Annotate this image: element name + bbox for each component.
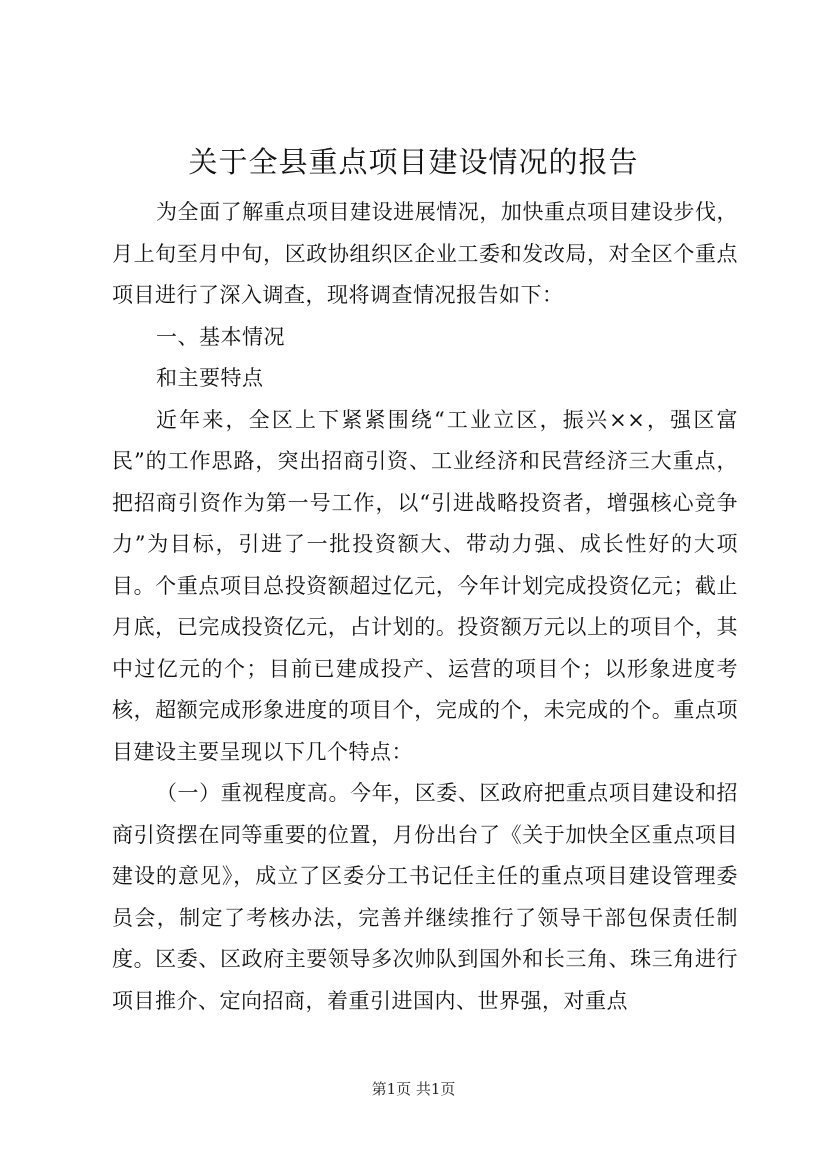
paragraph-overview: 近年来，全区上下紧紧围绕“工业立区，振兴××，强区富民”的工作思路，突出招商引资、工业经济和民营经济三大重点，把招商引资作为第一号工作，以“引进战略投资者，增强核心竞争力”为目标，引进了一批投资额大、带动力强、成长性好的大项目。个重点项目总投资额超过亿元，今年计划完成投资亿元；截止月底，已完成投资亿元，占计划的。投资额万元以上的项目个，其中过亿元的个；目前已建成投产、运营的项目个；以形象进度考核，超额完成形象进度的项目个，完成的个，未完成的个。重点项目建设主要呈现以下几个特点： xyxy=(112,407,738,764)
page-footer: 第1页 共1页 xyxy=(371,1080,456,1098)
document-body xyxy=(112,192,738,1022)
section-heading-basic: 一、基本情况 xyxy=(156,324,285,349)
paragraph-point-one: （一）重视程度高。今年，区委、区政府把重点项目建设和招商引资摆在同等重要的位置，月份出台了《关于加快全区重点项目建设的意见》，成立了区委分工书记任主任的重点项目建设管理委员会，制定了考核办法，完善并继续推行了领导干部包保责任制度。区委、区政府主要领导多次帅队到国外和长三角、珠三角进行项目推介、定向招商，着重引进国内、世界强，对重点 xyxy=(112,781,738,1013)
paragraph-intro: 为全面了解重点项目建设进展情况，加快重点项目建设步伐，月上旬至月中旬，区政协组织区企业工委和发改局，对全区个重点项目进行了深入调查，现将调查情况报告如下： xyxy=(112,200,738,307)
document-title: 关于全县重点项目建设情况的报告 xyxy=(188,145,639,179)
section-heading-features: 和主要特点 xyxy=(156,366,264,390)
